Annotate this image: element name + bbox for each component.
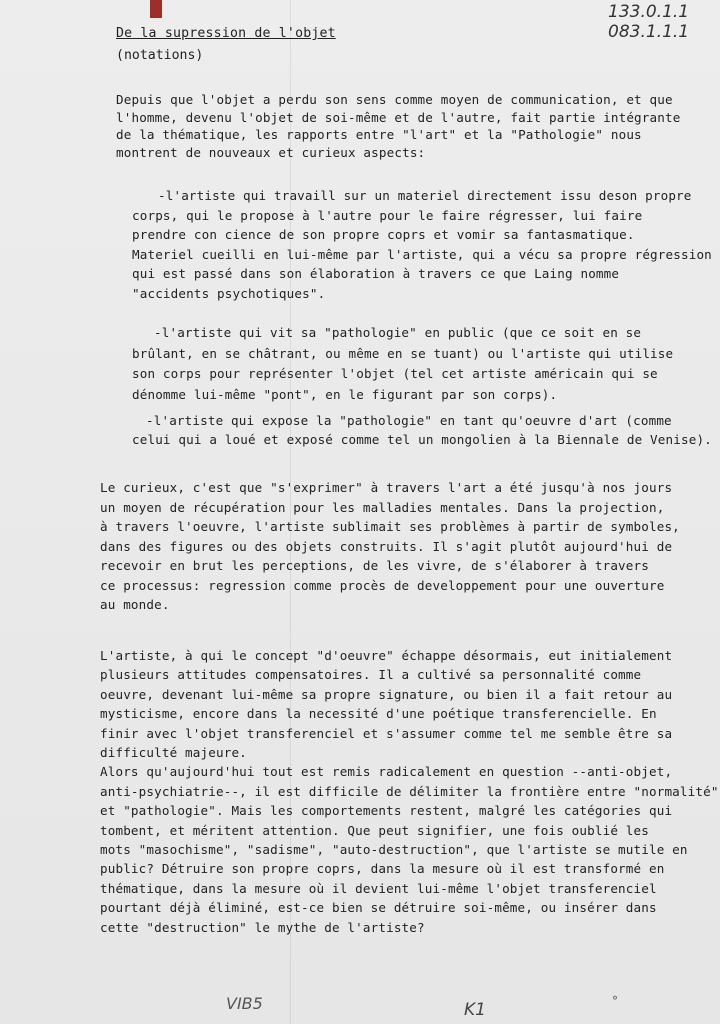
text-line: Alors qu'aujourd'hui tout est remis radicalement en question --anti-objet, xyxy=(100,764,673,780)
footer-handwritten-mark: VIB5 xyxy=(226,994,263,1013)
archive-ref-line: 133.0.1.1 xyxy=(608,2,690,22)
text-line: dénomme lui-même "pont", en le figurant par son corps). xyxy=(132,386,558,402)
text-line: au monde. xyxy=(100,597,170,612)
text-line: finir avec l'objet transferenciel et s'assumer comme tel me semble être sa xyxy=(100,725,673,741)
text-line: Materiel cueilli en lui-même par l'artiste, qui a vécu sa propre régression xyxy=(132,246,712,262)
text-line: oeuvre, devenant lui-même sa propre signature, ou bien il a fait retour au xyxy=(100,686,673,702)
text-line: prendre con cience de son propre coprs et vomir sa fantasmatique. xyxy=(132,227,635,242)
text-line: -l'artiste qui travaill sur un materiel directement issu deson propre xyxy=(158,188,692,203)
document-title: De la supression de l'objet xyxy=(116,26,336,41)
text-line: ce processus: regression comme procès de developpement pour une ouverture xyxy=(100,577,665,593)
text-line: difficulté majeure. xyxy=(100,745,247,760)
text-line: mots "masochisme", "sadisme", "auto-destruction", que l'artiste se mutile en xyxy=(100,842,688,857)
text-line: son corps pour représenter l'objet (tel cet artiste américain qui se xyxy=(132,366,658,381)
text-line: "accidents psychotiques". xyxy=(132,285,326,301)
text-line: Le curieux, c'est que "s'exprimer" à travers l'art a été jusqu'à nos jours xyxy=(100,480,673,495)
text-line: qui est passé dans son élaboration à travers ce que Laing nomme xyxy=(132,266,620,281)
text-line: corps, qui le propose à l'autre pour le faire régresser, lui faire xyxy=(132,207,643,223)
footer-dot: ° xyxy=(612,994,618,1008)
text-line: Depuis que l'objet a perdu son sens comme moyen de communication, et que xyxy=(116,92,673,107)
text-line: à travers l'oeuvre, l'artiste sublimait ses problèmes à partir de symboles, xyxy=(100,519,680,534)
text-line: -l'artiste qui expose la "pathologie" en tant qu'oeuvre d'art (comme xyxy=(146,413,672,428)
text-line: pourtant déjà éliminé, est-ce bien se détruire soi-même, ou insérer dans xyxy=(100,900,657,916)
text-line: cette "destruction" le mythe de l'artiste? xyxy=(100,919,425,935)
text-line: de la thématique, les rapports entre "l'art" et la "Pathologie" nous xyxy=(116,127,642,142)
text-line: thématique, dans la mesure où il devient lui-même l'objet transferenciel xyxy=(100,880,657,896)
text-line: -l'artiste qui vit sa "pathologie" en public (que ce soit en se xyxy=(154,325,642,340)
archive-ref-line: 083.1.1.1 xyxy=(608,22,690,42)
document-subtitle: (notations) xyxy=(116,48,204,63)
text-line: montrent de nouveaux et curieux aspects: xyxy=(116,144,426,160)
footer-handwritten-mark: K1 xyxy=(464,1000,486,1020)
text-line: tombent, et méritent attention. Que peut signifier, une fois oublié les xyxy=(100,822,649,838)
text-line: public? Détruire son propre coprs, dans la mesure où il est transformé en xyxy=(100,861,665,877)
text-line: anti-psychiatrie--, il est difficile de délimiter la frontière entre "normalité" xyxy=(100,783,719,799)
text-line: celui qui a loué et exposé comme tel un mongolien à la Biennale de Venise). xyxy=(132,432,712,447)
text-line: L'artiste, à qui le concept "d'oeuvre" échappe désormais, eut initialement xyxy=(100,648,673,663)
text-line: l'homme, devenu l'objet de soi-même et de l'autre, fait partie intégrante xyxy=(116,109,681,125)
text-line: brûlant, en se châtrant, ou même en se tuant) ou l'artiste qui utilise xyxy=(132,345,674,361)
red-tab-mark xyxy=(150,0,162,18)
text-line: un moyen de récupération pour les malladies mentales. Dans la projection, xyxy=(100,499,665,515)
text-line: et "pathologie". Mais les comportements restent, malgré les catégories qui xyxy=(100,803,673,819)
text-line: dans des figures ou des objets construits. Il s'agit plutôt aujourd'hui de xyxy=(100,538,673,554)
archive-reference xyxy=(608,2,689,42)
text-line: mysticisme, encore dans la necessité d'une poétique transferencielle. En xyxy=(100,706,657,722)
text-line: recevoir en brut les perceptions, de les vivre, de s'élaborer à travers xyxy=(100,558,649,573)
text-line: plusieurs attitudes compensatoires. Il a cultivé sa personnalité comme xyxy=(100,667,642,683)
